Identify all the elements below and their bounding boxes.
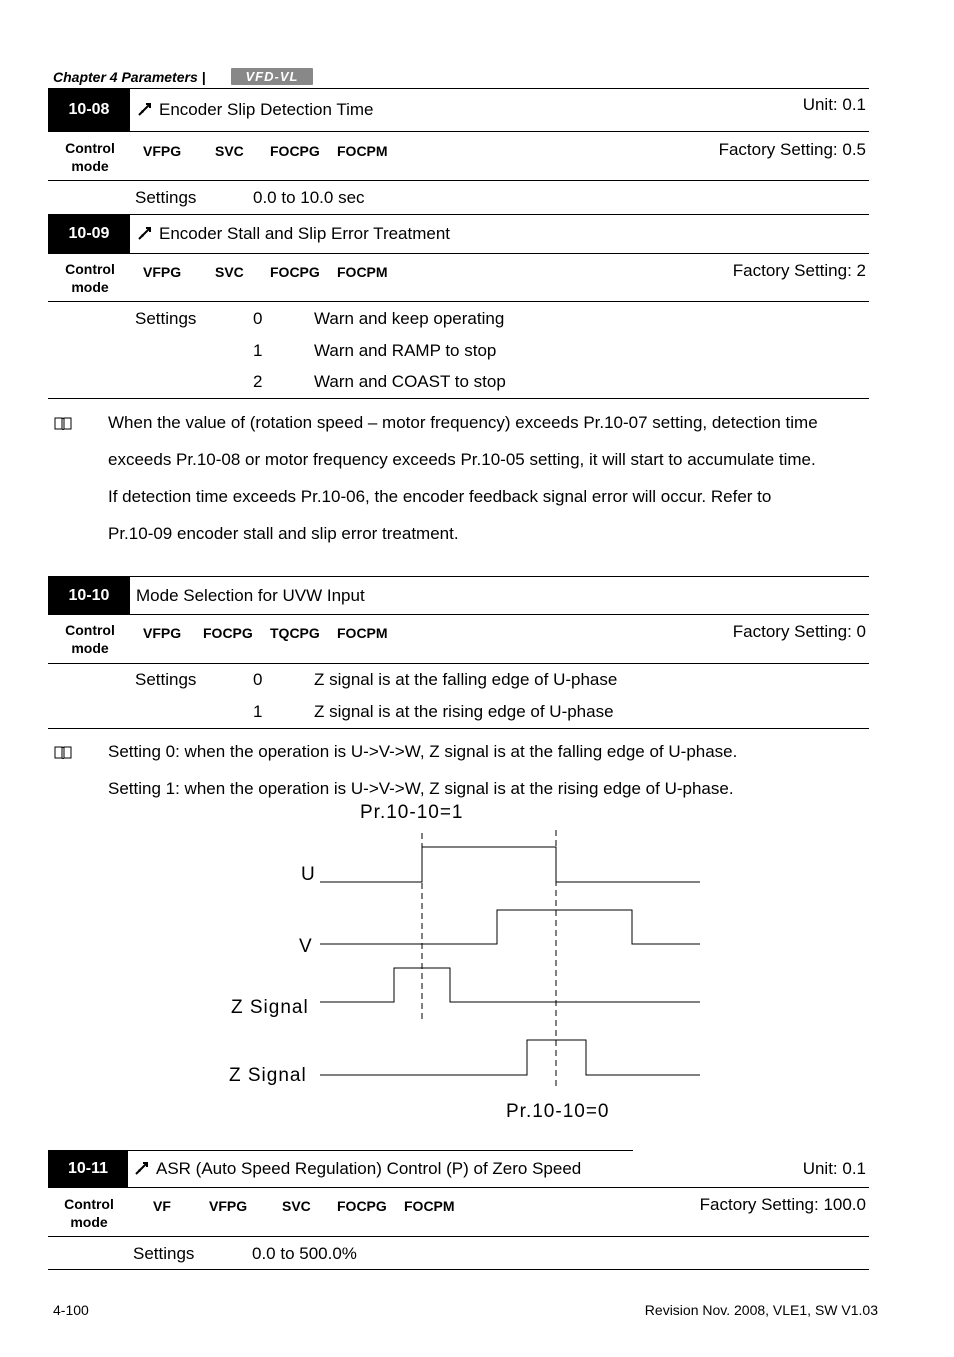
note-line: Setting 1: when the operation is U->V->W, Z signal is at the rising edge of U-phase. bbox=[108, 779, 734, 798]
param-title bbox=[137, 100, 374, 120]
option-text: Warn and RAMP to stop bbox=[314, 341, 497, 360]
mode-tag: FOCPG bbox=[270, 143, 320, 159]
mode-tag: TQCPG bbox=[270, 625, 320, 641]
factory-setting: Factory Setting: 0.5 bbox=[718, 140, 866, 159]
divider bbox=[48, 180, 869, 181]
u-waveform bbox=[320, 847, 700, 882]
mode-tag: VFPG bbox=[143, 143, 182, 159]
note-line: If detection time exceeds Pr.10-06, the encoder feedback signal error will occur. Refer to bbox=[108, 487, 772, 506]
control-label-line2: mode bbox=[71, 158, 109, 174]
option-value: 1 bbox=[253, 702, 263, 721]
signal-label-u: U bbox=[301, 864, 316, 885]
factory-setting: Factory Setting: 100.0 bbox=[699, 1195, 866, 1214]
revision-info: Revision Nov. 2008, VLE1, SW V1.03 bbox=[644, 1302, 878, 1318]
mode-tag: FOCPM bbox=[404, 1198, 455, 1214]
signal-label-z0: Z Signal bbox=[229, 1065, 307, 1086]
control-label-line2: mode bbox=[71, 279, 109, 295]
settings-label: Settings bbox=[133, 1244, 195, 1263]
divider bbox=[48, 663, 869, 664]
factory-setting: Factory Setting: 2 bbox=[732, 261, 866, 280]
param-id-box: 10-11 bbox=[48, 1151, 128, 1187]
book-note-icon bbox=[54, 417, 72, 430]
option-value: 0 bbox=[253, 309, 263, 328]
settings-label: Settings bbox=[135, 670, 197, 689]
settings-label: Settings bbox=[135, 188, 197, 207]
z-signal-waveform-0 bbox=[320, 1040, 700, 1075]
divider bbox=[48, 131, 869, 132]
control-label-line1: Control bbox=[65, 140, 115, 156]
chapter-title: Chapter 4 Parameters bbox=[53, 69, 198, 85]
mode-tag: FOCPG bbox=[270, 264, 320, 280]
divider bbox=[48, 1236, 869, 1237]
option-value: 0 bbox=[253, 670, 263, 689]
note-paragraph bbox=[108, 404, 818, 552]
editable-icon bbox=[134, 1161, 150, 1175]
mode-tag: SVC bbox=[215, 143, 244, 159]
logo-text: VFD-VL bbox=[245, 69, 299, 84]
param-title-text: Encoder Stall and Slip Error Treatment bbox=[159, 224, 451, 243]
mode-tag: FOCPM bbox=[337, 143, 388, 159]
param-title-text: ASR (Auto Speed Regulation) Control (P) of Zero Speed bbox=[156, 1159, 582, 1178]
option-text: Z signal is at the falling edge of U-phase bbox=[314, 670, 618, 689]
settings-value: 0.0 to 500.0% bbox=[252, 1244, 357, 1263]
divider bbox=[130, 88, 869, 89]
divider bbox=[48, 301, 869, 302]
divider bbox=[48, 253, 869, 254]
param-title bbox=[137, 224, 450, 244]
param-title: Mode Selection for UVW Input bbox=[136, 586, 365, 605]
divider bbox=[48, 614, 869, 615]
param-id-box: 10-10 bbox=[48, 577, 130, 614]
param-id-box: 10-09 bbox=[48, 215, 130, 253]
note-line: exceeds Pr.10-08 or motor frequency exceeds Pr.10-05 setting, it will start to accumulate time. bbox=[108, 450, 816, 469]
mode-tag: VF bbox=[153, 1198, 171, 1214]
mode-tag: SVC bbox=[282, 1198, 311, 1214]
control-label-line1: Control bbox=[65, 261, 115, 277]
header-separator: | bbox=[201, 69, 206, 85]
chapter-header bbox=[53, 69, 206, 85]
divider bbox=[48, 214, 869, 215]
product-logo bbox=[231, 68, 313, 85]
mode-tag: FOCPG bbox=[337, 1198, 387, 1214]
uvw-timing-diagram bbox=[0, 795, 954, 1130]
page-number: 4-100 bbox=[53, 1302, 89, 1318]
v-waveform bbox=[320, 910, 700, 944]
signal-label-v: V bbox=[299, 936, 313, 957]
param-title-text: Encoder Slip Detection Time bbox=[159, 100, 374, 119]
diagram-top-label: Pr.10-10=1 bbox=[360, 802, 464, 823]
note-line: Setting 0: when the operation is U->V->W, Z signal is at the falling edge of U-phase. bbox=[108, 742, 738, 761]
mode-tag: VFPG bbox=[209, 1198, 248, 1214]
settings-label: Settings bbox=[135, 309, 197, 328]
mode-tag: VFPG bbox=[143, 625, 182, 641]
z-signal-waveform-1 bbox=[320, 968, 700, 1002]
option-text: Warn and keep operating bbox=[314, 309, 505, 328]
param-title bbox=[134, 1159, 581, 1179]
mode-tag: SVC bbox=[215, 264, 244, 280]
param-id-box: 10-08 bbox=[48, 88, 130, 131]
divider bbox=[48, 398, 869, 399]
signal-label-z1: Z Signal bbox=[231, 997, 309, 1018]
control-mode-label bbox=[50, 139, 130, 175]
option-text: Z signal is at the rising edge of U-phase bbox=[314, 702, 614, 721]
control-mode-label bbox=[50, 621, 130, 657]
control-label-line2: mode bbox=[70, 1214, 108, 1230]
divider bbox=[48, 1150, 633, 1151]
control-label-line2: mode bbox=[71, 640, 109, 656]
book-note-icon bbox=[54, 746, 72, 759]
divider bbox=[48, 1187, 869, 1188]
control-mode-label bbox=[49, 1195, 129, 1231]
mode-tag: VFPG bbox=[143, 264, 182, 280]
control-label-line1: Control bbox=[65, 622, 115, 638]
param-unit: Unit: 0.1 bbox=[802, 95, 866, 114]
diagram-bottom-label: Pr.10-10=0 bbox=[506, 1101, 610, 1122]
option-value: 1 bbox=[253, 341, 263, 360]
mode-tag: FOCPG bbox=[203, 625, 253, 641]
note-line: When the value of (rotation speed – motor frequency) exceeds Pr.10-07 setting, detection time bbox=[108, 413, 818, 432]
editable-icon bbox=[137, 102, 153, 116]
factory-setting: Factory Setting: 0 bbox=[732, 622, 866, 641]
control-mode-label bbox=[50, 260, 130, 296]
note-line: Pr.10-09 encoder stall and slip error treatment. bbox=[108, 524, 459, 543]
mode-tag: FOCPM bbox=[337, 625, 388, 641]
divider bbox=[48, 728, 869, 729]
mode-tag: FOCPM bbox=[337, 264, 388, 280]
option-text: Warn and COAST to stop bbox=[314, 372, 506, 391]
divider bbox=[48, 1269, 869, 1270]
option-value: 2 bbox=[253, 372, 263, 391]
param-unit: Unit: 0.1 bbox=[802, 1159, 866, 1178]
settings-value: 0.0 to 10.0 sec bbox=[253, 188, 365, 207]
editable-icon bbox=[137, 226, 153, 240]
divider bbox=[48, 576, 869, 577]
control-label-line1: Control bbox=[64, 1196, 114, 1212]
